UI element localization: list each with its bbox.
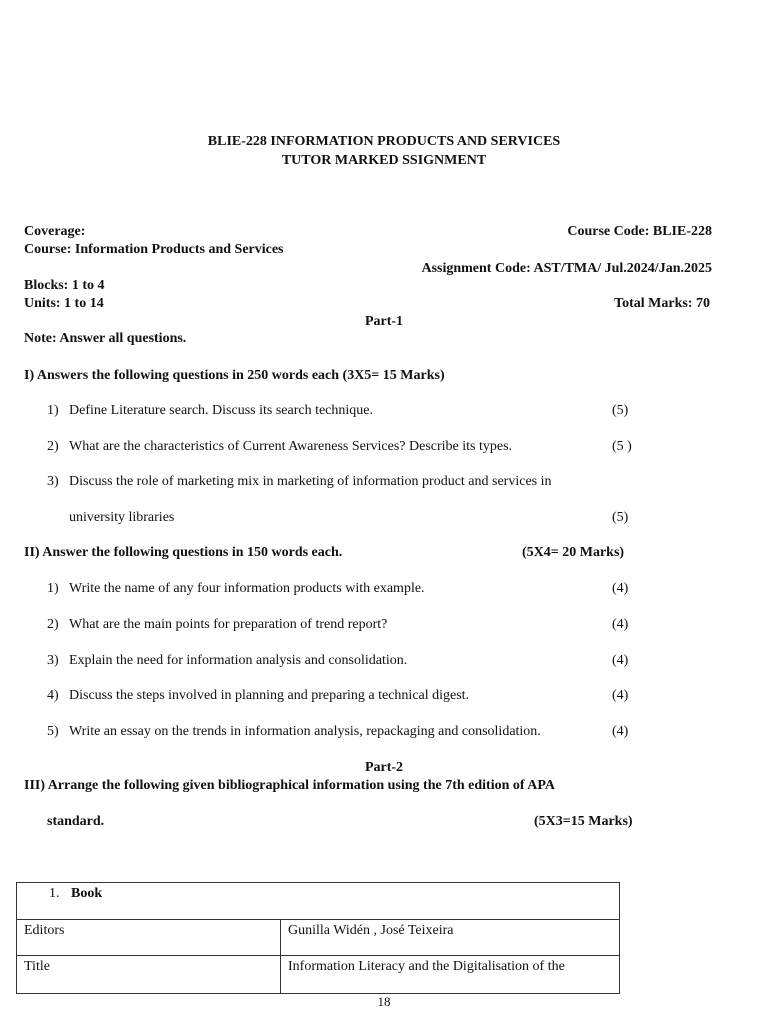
question-text: Write the name of any four information products with example. [69, 581, 425, 596]
question-number: 2) [47, 439, 59, 454]
question-number: 4) [47, 688, 59, 703]
question-number: 3) [47, 474, 59, 489]
section2-heading: II) Answer the following questions in 150 words each. [24, 545, 343, 560]
question-marks: (5) [612, 403, 629, 418]
part2-label: Part-2 [364, 760, 404, 775]
item-number: 1. [49, 886, 60, 901]
section2-marks: (5X4= 20 Marks) [522, 545, 625, 560]
question-text: Discuss the role of marketing mix in marketing of information product and services in [69, 474, 552, 489]
question-marks: (4) [612, 653, 629, 668]
part2-marks: (5X3=15 Marks) [534, 814, 633, 829]
question-text: Explain the need for information analysis and consolidation. [69, 653, 408, 668]
question-number: 1) [47, 581, 59, 596]
document-title: BLIE-228 INFORMATION PRODUCTS AND SERVICES [207, 134, 561, 149]
coverage-label: Coverage: [24, 224, 86, 239]
bibliography-table [16, 882, 620, 994]
question-marks: (5 ) [612, 439, 632, 454]
part2-heading-continued: standard. [47, 814, 105, 829]
question-text: Write an essay on the trends in information analysis, repackaging and consolidation. [69, 724, 541, 739]
table-cell-label: Editors [17, 920, 281, 956]
question-text: Define Literature search. Discuss its search technique. [69, 403, 373, 418]
course-name: Course: Information Products and Services [24, 242, 284, 257]
page-number: 18 [377, 994, 391, 1009]
question-text: What are the main points for preparation of trend report? [69, 617, 388, 632]
table-cell-label: Title [17, 956, 281, 994]
question-text-continued: university libraries [69, 510, 175, 525]
units-range: Units: 1 to 14 [24, 296, 104, 311]
assignment-code: Assignment Code: AST/TMA/ Jul.2024/Jan.2025 [421, 261, 712, 276]
item-title: Book [71, 886, 103, 901]
question-number: 5) [47, 724, 59, 739]
part1-label: Part-1 [364, 314, 404, 329]
question-number: 3) [47, 653, 59, 668]
table-cell-item [17, 883, 620, 920]
document-subtitle: TUTOR MARKED SSIGNMENT [281, 153, 487, 168]
total-marks: Total Marks: 70 [614, 296, 710, 311]
table-cell-value: Gunilla Widén , José Teixeira [281, 920, 620, 956]
question-text: Discuss the steps involved in planning and preparing a technical digest. [69, 688, 470, 703]
table-row [17, 956, 620, 994]
blocks-range: Blocks: 1 to 4 [24, 278, 105, 293]
course-code: Course Code: BLIE-228 [567, 224, 712, 239]
table-cell-value: Information Literacy and the Digitalisation of the [281, 956, 620, 994]
part2-heading: III) Arrange the following given bibliographical information using the 7th edition of APA [24, 778, 555, 793]
question-marks: (4) [612, 724, 629, 739]
question-marks: (4) [612, 688, 629, 703]
section1-heading: I) Answers the following questions in 250 words each (3X5= 15 Marks) [24, 368, 445, 383]
question-marks: (4) [612, 581, 629, 596]
question-marks: (5) [612, 510, 629, 525]
question-marks: (4) [612, 617, 629, 632]
note: Note: Answer all questions. [24, 331, 187, 346]
question-text: What are the characteristics of Current Awareness Services? Describe its types. [69, 439, 513, 454]
table-row [17, 883, 620, 920]
table-row [17, 920, 620, 956]
question-number: 1) [47, 403, 59, 418]
question-number: 2) [47, 617, 59, 632]
